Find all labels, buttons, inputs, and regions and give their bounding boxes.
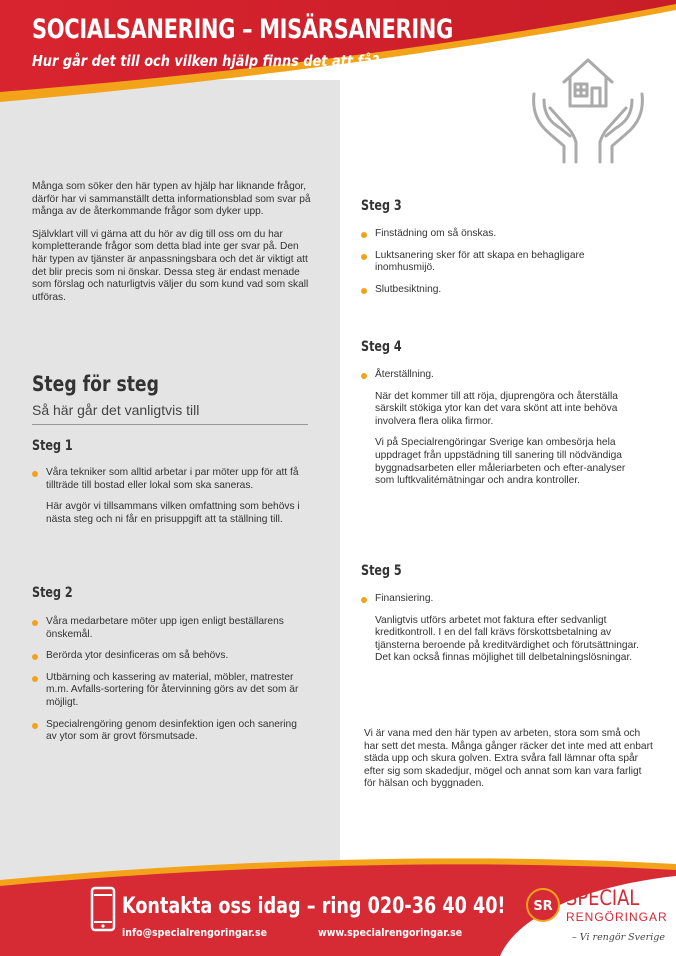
brand-mark-text: SR: [533, 899, 553, 914]
list-item: Återställning.: [361, 369, 643, 382]
steg3-list: [361, 228, 643, 296]
list-item: Berörda ytor desinficeras om så behövs.: [32, 650, 310, 663]
steg4-heading: Steg 4: [361, 339, 402, 355]
phone-icon: [90, 886, 116, 932]
page-subtitle: Hur går det till och vilken hjälp finns det att få?: [32, 52, 380, 70]
section-title: Steg för steg: [32, 372, 159, 396]
closing-text: [364, 728, 654, 801]
steg2-list: [32, 616, 310, 744]
list-item: Specialrengöring genom desinfektion igen och sanering av ytor som är grovt försmutsade.: [32, 719, 310, 744]
brand-name: SPECIAL: [566, 886, 640, 910]
steg4-content: [361, 369, 643, 497]
steg5-note: Vanligtvis utförs arbetet mot faktura efter sedvanligt kreditkontroll. I en del fall krävs förskottsbetalning av tjänsterna beroende på kreditvärdighet och förutsättningar. Det kan också finnas möjlighet till delbetalningslösningar.: [375, 614, 639, 664]
brand-logo-icon: [526, 888, 560, 922]
steg2-heading: Steg 2: [32, 585, 73, 601]
steg3-heading: Steg 3: [361, 198, 402, 214]
steg1-content: [32, 467, 310, 535]
intro-paragraph-2: Självklart vill vi gärna att du hör av dig till oss om du har kompletterande frågor som detta blad inte ger svar på. Den här typen av tjänster är anpassningsbara och det är viktigt att det blir precis som ni önskar. Dessa steg är endast menade som förslag och naturligtvis väljer du som kund vad som skall utföras.: [32, 228, 309, 303]
steg5-content: [361, 593, 643, 674]
list-item: Våra medarbetare möter upp igen enligt beställarens önskemål.: [32, 616, 310, 641]
closing-paragraph: Vi är vana med den här typen av arbeten, stora som små och har sett det mesta. Många gånger räcker det inte med att enbart städa upp och skura golven. Extra svåra fall lämnar ofta spår efter sig som skadedjur, mögel och annat som kan vara farligt för hälsan och byggnaden.: [364, 728, 653, 790]
list-item: Finstädning om så önskas.: [361, 228, 643, 241]
steg2-content: [32, 616, 310, 753]
intro-paragraph-1: Många som söker den här typen av hjälp har liknande frågor, därför har vi sammanställt detta informationsblad som svar på många av de återkommande frågor som dyker upp.: [32, 181, 311, 218]
list-item: Utbärning och kassering av material, möbler, matrester m.m. Avfalls-sortering för återvinning görs av det som är möjligt.: [32, 672, 310, 710]
list-item: Finansiering.: [361, 593, 643, 606]
list-item: Luktsanering sker för att skapa en behagligare inomhusmijö.: [361, 250, 643, 275]
section-divider: [32, 424, 308, 425]
steg5-list: [361, 593, 643, 606]
steg1-heading: Steg 1: [32, 438, 73, 454]
brand-subname: RENGÖRINGAR: [566, 910, 668, 924]
footer-email-link[interactable]: info@specialrengoringar.se: [122, 927, 268, 939]
section-subtitle: Så här går det vanligtvis till: [32, 402, 200, 418]
footer-contact-text: Kontakta oss idag – ring 020-36 40 40!: [122, 894, 506, 919]
steg5-heading: Steg 5: [361, 563, 402, 579]
page-title: SOCIALSANERING – MISÄRSANERING: [32, 14, 453, 45]
steg4-note-1: När det kommer till att röja, djuprengöra och återställa särskilt stökiga ytor kan det vara skönt att inte behöva involvera flera olika firmor.: [375, 390, 618, 427]
steg1-list: [32, 467, 310, 492]
steg4-note-2: Vi på Specialrengöringar Sverige kan ombesörja hela uppdraget från uppstädning till sanering till nödvändiga byggnadsarbeten eller måleriarbeten och efter-analyser som luftkvalitémätningar och andra kontroller.: [375, 437, 626, 487]
steg4-list: [361, 369, 643, 382]
steg3-content: [361, 228, 643, 305]
house-in-hands-icon: [528, 50, 648, 170]
brand-tagline: – Vi rengör Sverige: [572, 932, 665, 943]
list-item: Slutbesiktning.: [361, 284, 643, 297]
intro-text: [32, 181, 314, 314]
steg1-note: Här avgör vi tillsammans vilken omfattning som behövs i nästa steg och ni får en prisuppgift att ta ställning till.: [46, 501, 300, 525]
list-item: Våra tekniker som alltid arbetar i par möter upp för att få tillträde till bostad eller lokal som ska saneras.: [32, 467, 310, 492]
footer-web-link[interactable]: www.specialrengoringar.se: [318, 927, 463, 939]
